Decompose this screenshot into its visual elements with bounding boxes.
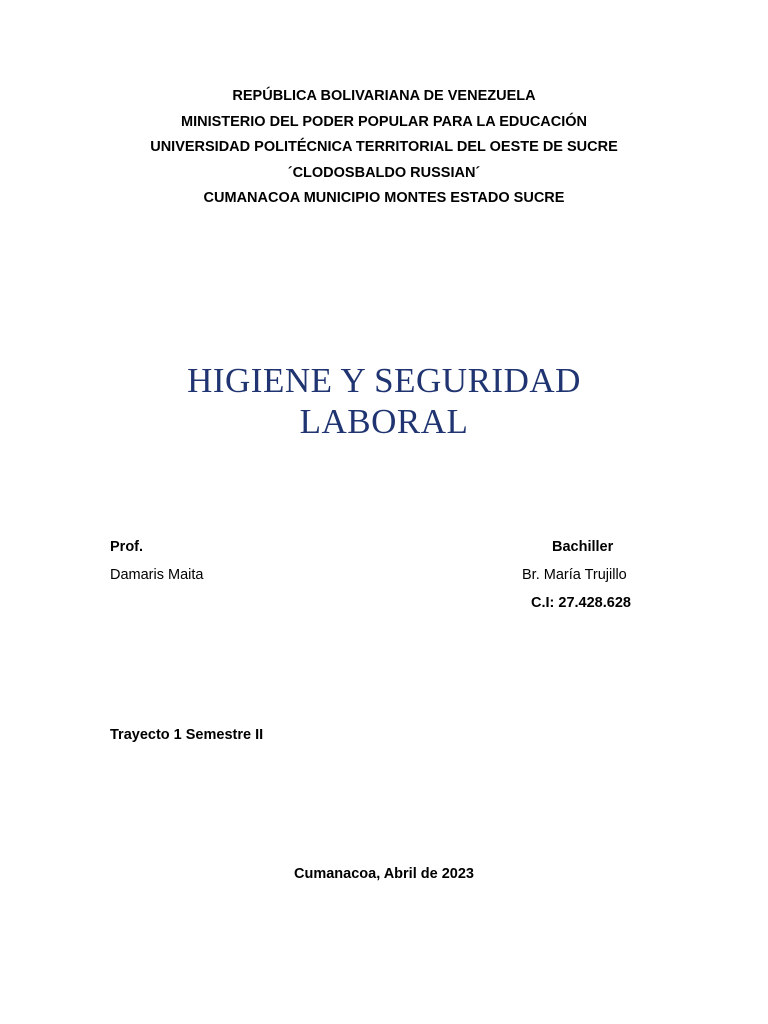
title-line-1: HIGIENE Y SEGURIDAD [187, 361, 581, 400]
institution-header [0, 84, 768, 212]
professor-name: Damaris Maita [110, 567, 204, 583]
header-line-ministry: MINISTERIO DEL PODER POPULAR PARA LA EDUCACIÓN [180, 113, 588, 130]
header-line-university-name: ´CLODOSBALDO RUSSIAN´ [287, 164, 481, 181]
header-line-location: CUMANACOA MUNICIPIO MONTES ESTADO SUCRE [203, 190, 565, 206]
professor-label: Prof. [110, 539, 144, 555]
header-line-republic: REPÚBLICA BOLIVARIANA DE VENEZUELA [232, 88, 536, 104]
title-line-2: LABORAL [299, 402, 469, 441]
student-label: Bachiller [552, 539, 614, 555]
course-trayecto: Trayecto 1 Semestre II [110, 727, 264, 743]
document-title [0, 360, 768, 442]
place-date: Cumanacoa, Abril de 2023 [294, 866, 474, 882]
student-name: Br. María Trujillo [522, 567, 627, 583]
header-line-university: UNIVERSIDAD POLITÉCNICA TERRITORIAL DEL OESTE DE SUCRE [150, 139, 618, 155]
student-ci: C.I: 27.428.628 [531, 595, 631, 611]
